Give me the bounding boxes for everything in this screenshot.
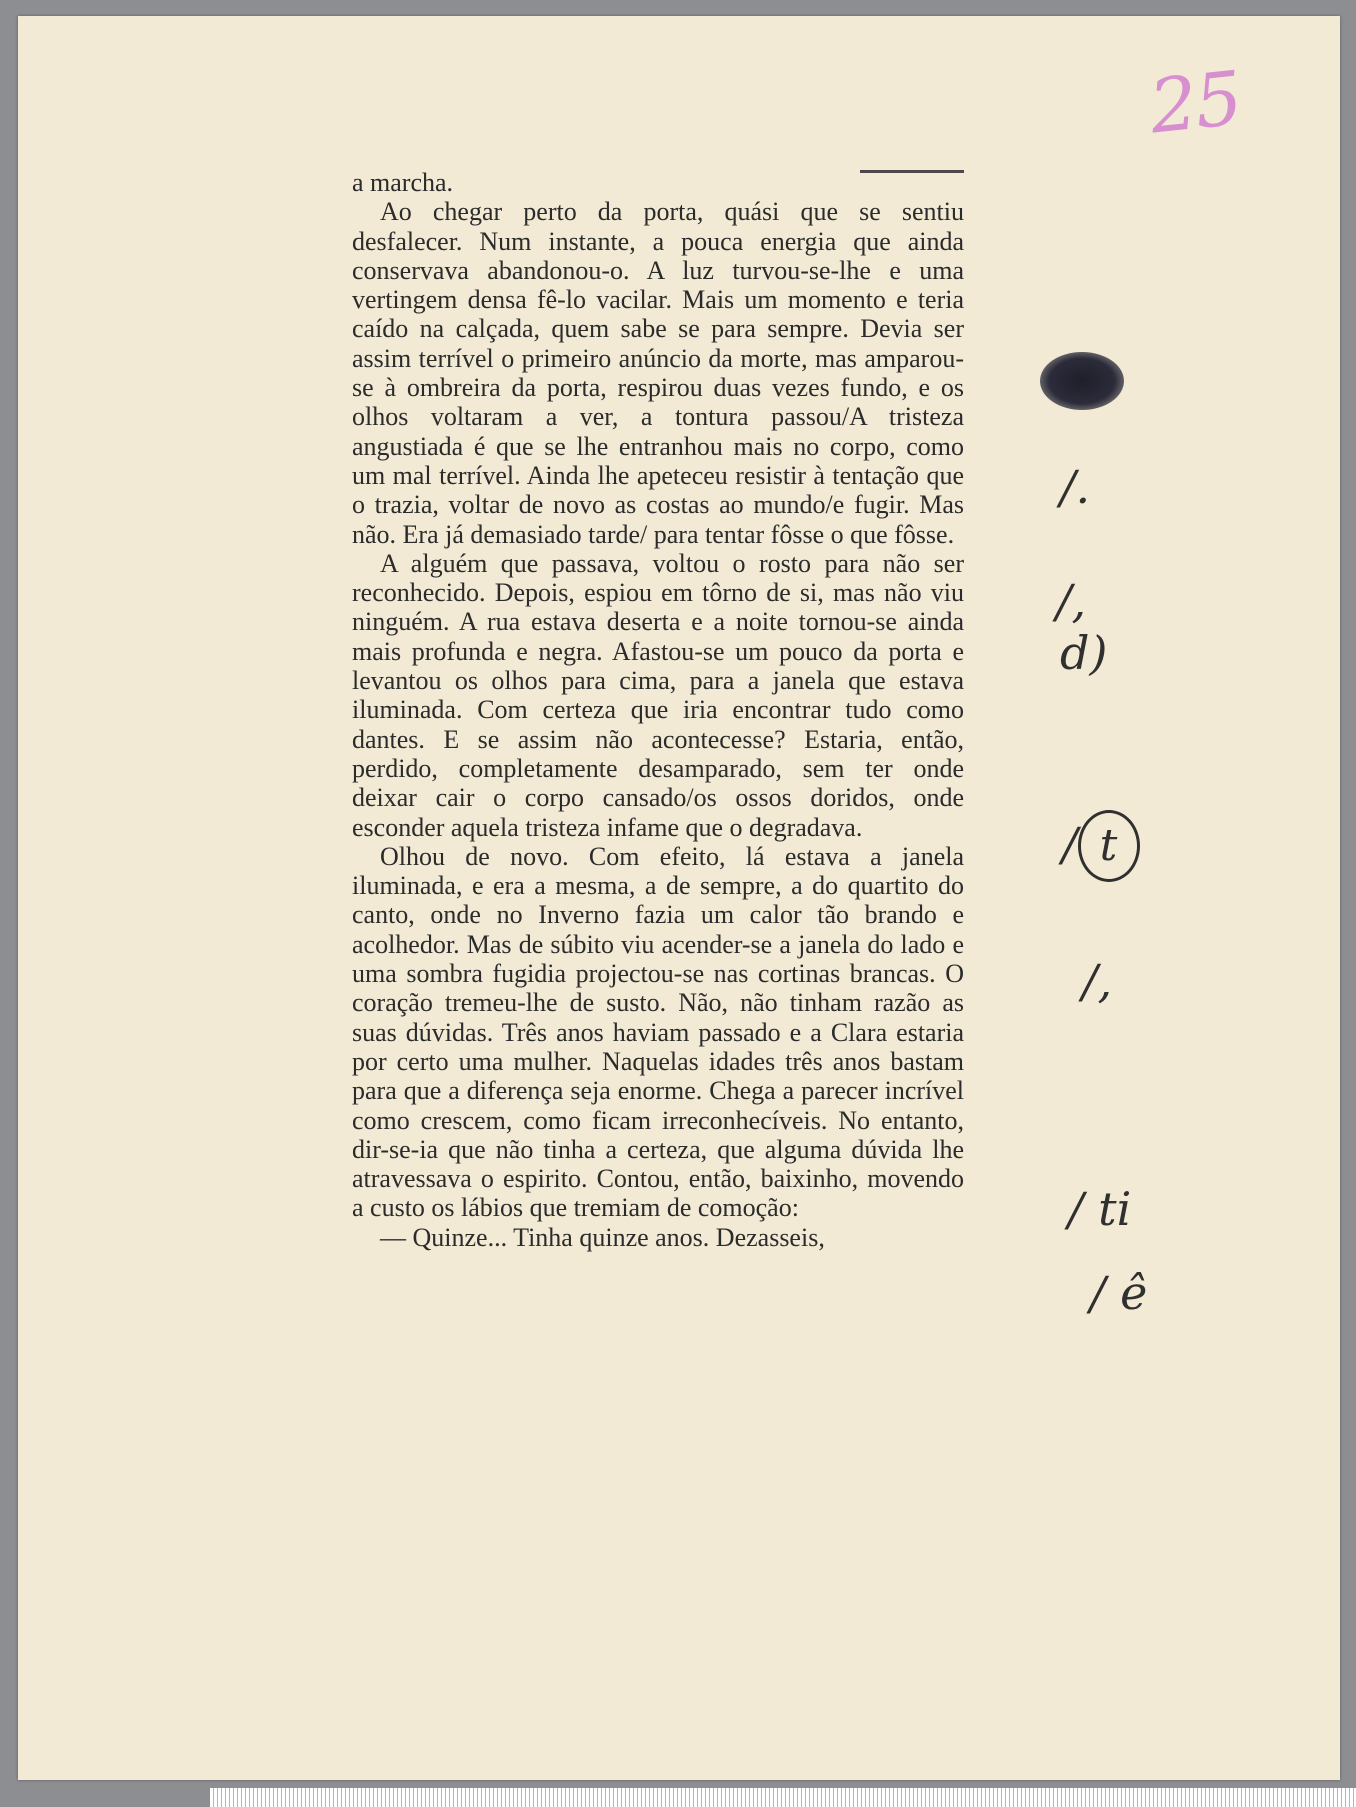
paragraph-2: Ao chegar perto da porta, quási que se sentiu desfalecer. Num instante, a pouca energia que ainda conservava abandonou-o. A luz turvou-se-lhe e uma vertingem densa fê-lo vacilar. Mais um momento e teria caído na calçada, quem sabe se para sempre. Devia ser assim terrível o primeiro anúncio da morte, mas amparou-se à ombreira da porta, respirou duas vezes fundo, e os olhos voltaram a ver, a tontura passou/A tristeza angustiada é que se lhe entranhou mais no corpo, como um mal terrível. Ainda lhe apeteceu resistir à tentação que o trazia, voltar de novo as costas ao mundo/e fugir. Mas não. Era já demasiado tarde/ para tentar fôsse o que fôsse. [352, 197, 964, 549]
page-number: 25 [1145, 55, 1245, 151]
ink-blot [1040, 352, 1124, 410]
body-text [352, 168, 964, 1252]
margin-note-3: d) [1060, 626, 1108, 680]
paragraph-1: a marcha. [352, 168, 454, 197]
margin-note-6: / ti [1068, 1182, 1132, 1236]
margin-note-4 [1062, 810, 1140, 882]
paragraph-3: A alguém que passava, voltou o rosto para não ser reconhecido. Depois, espiou em tôrno de si, mas não viu ninguém. A rua estava deserta e a noite tornou-se ainda mais profunda e negra. Afastou-se um pouco da porta e levantou os olhos para cima, para a janela que estava iluminada. Com certeza que iria encontrar tudo como dantes. E se assim não acontecesse? Estaria, então, perdido, completamente desamparado, sem ter onde deixar cair o corpo cansado/os ossos doridos, onde esconder aquela tristeza infame que o degradava. [352, 548, 964, 842]
margin-note-1: /. [1060, 460, 1091, 514]
paragraph-4: Olhou de novo. Com efeito, lá estava a janela iluminada, e era a mesma, a de sempre, a do quartito do canto, onde no Inverno fazia um calor tão brando e acolhedor. Mas de súbito viu acender-se a janela do lado e uma sombra fugidia projectou-se nas cortinas brancas. O coração tremeu-lhe de susto. Não, não tinham razão as suas dúvidas. Três anos haviam passado e a Clara estaria por certo uma mulher. Naquelas idades três anos bastam para que a diferença seja enorme. Chega a parecer incrível como crescem, como ficam irreconhecíveis. No entanto, dir-se-ia que não tinha a certeza, que alguma dúvida lhe atravessava o espirito. Contou, então, baixinho, movendo a custo os lábios que tremiam de comoção: [352, 841, 964, 1223]
paragraph-5: — Quinze... Tinha quinze anos. Dezasseis, [380, 1222, 825, 1252]
margin-note-5: /, [1082, 954, 1113, 1008]
scan-ruler [210, 1788, 1356, 1807]
margin-note-2: /, [1056, 574, 1087, 628]
circled-mark: t [1078, 810, 1140, 882]
margin-note-4-slash: / [1062, 817, 1078, 871]
margin-note-7: / ê [1090, 1266, 1148, 1320]
